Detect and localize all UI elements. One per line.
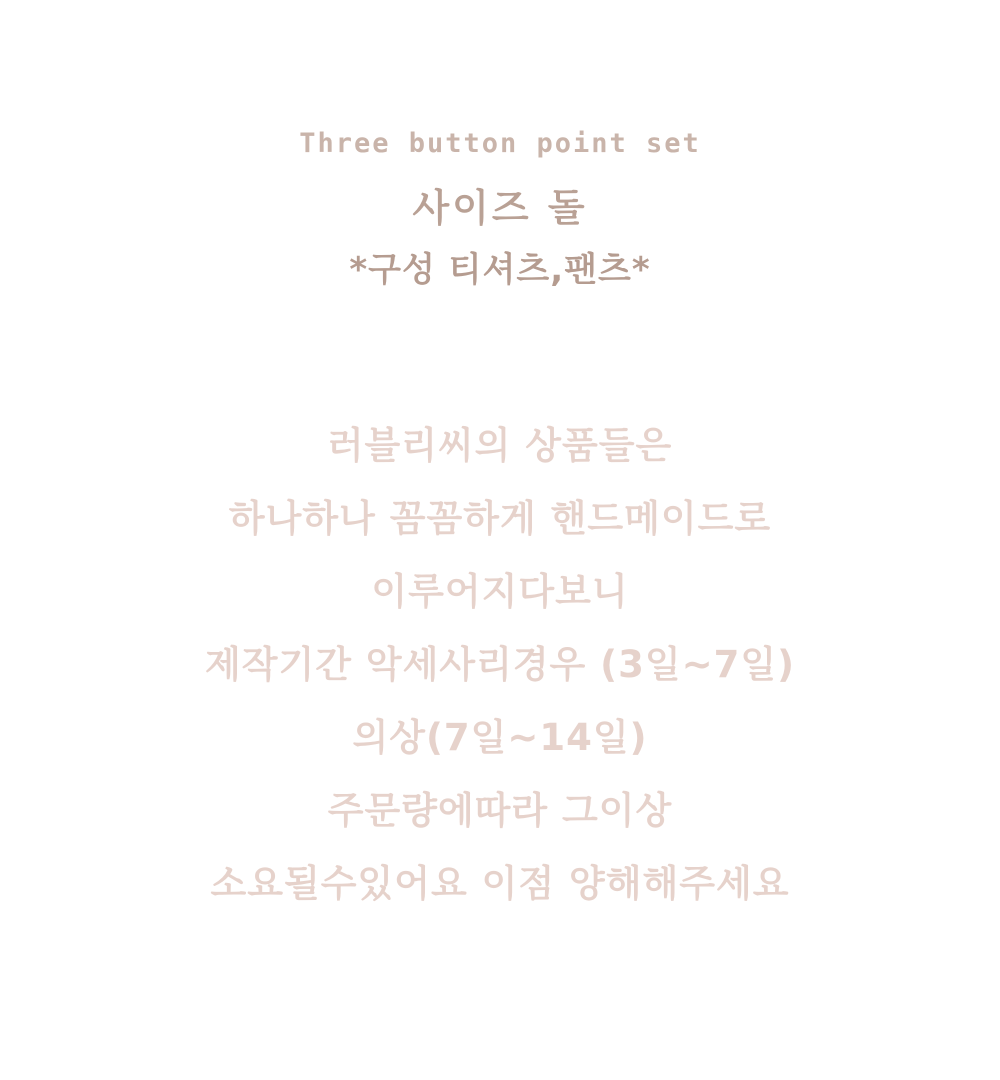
header-block [0,128,1000,291]
product-title-en: Three button point set [299,128,701,159]
notice-line: 소요될수있어요 이점 양해해주세요 [210,861,790,905]
notice-line: 하나하나 꼼꼼하게 핸드메이드로 [228,496,772,540]
notice-line: 이루어지다보니 [371,569,629,613]
notice-line: 의상(7일~14일) [352,715,648,759]
product-size-label: 사이즈 돌 [412,186,588,231]
notice-line: 러블리씨의 상품들은 [327,423,673,467]
notice-block [0,423,1000,905]
product-composition-label: *구성 티셔츠,팬츠* [349,249,651,290]
notice-line: 제작기간 악세사리경우 (3일~7일) [205,642,795,686]
notice-line: 주문량에따라 그이상 [327,788,673,832]
